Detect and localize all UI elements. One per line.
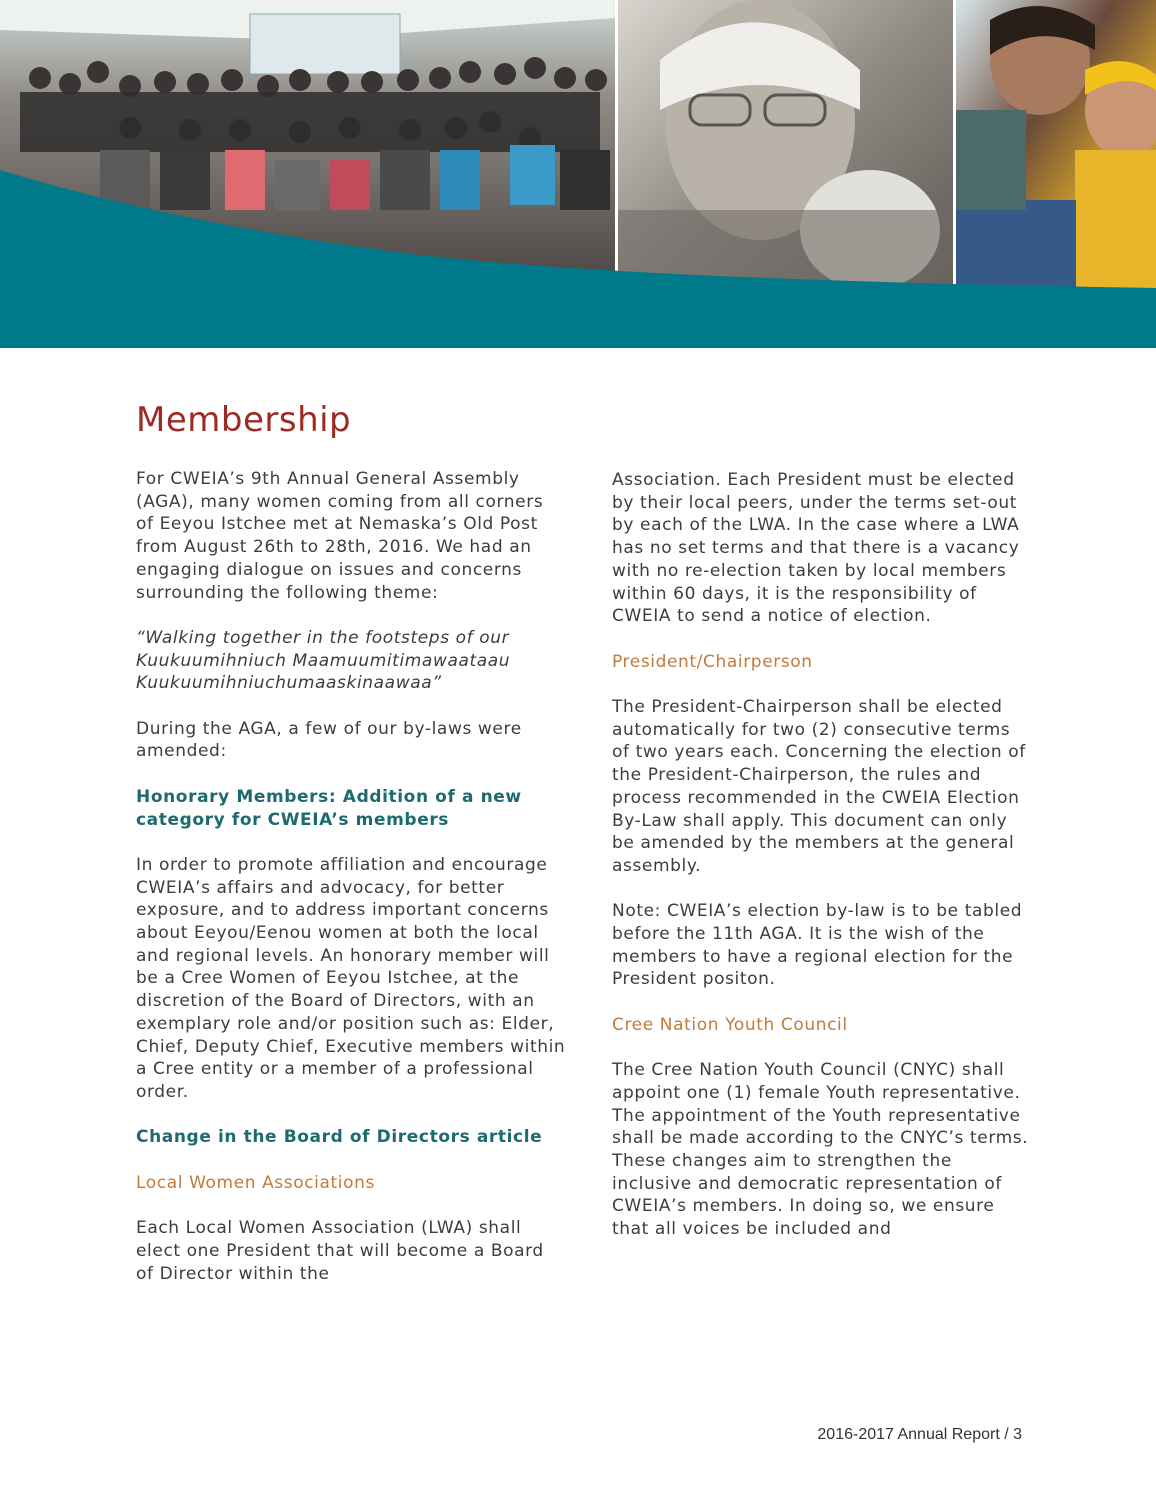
president-chairperson-heading: President/Chairperson bbox=[612, 651, 813, 672]
amended-paragraph: During the AGA, a few of our by-laws were amended: bbox=[136, 718, 522, 762]
youth-council-heading: Cree Nation Youth Council bbox=[612, 1014, 848, 1035]
header-photos bbox=[0, 0, 1156, 348]
right-column bbox=[612, 469, 1032, 1241]
honorary-members-paragraph: In order to promote affiliation and encourage CWEIA’s affairs and advocacy, for better exposure, and to address important concerns about Eeyou/Eenou women at both the local and regional levels. An honorary member will be a Cree Women of Eeyou Istchee, at the discretion of the Board of Directors, with an exemplary role and/or position such as: Elder, Chief, Deputy Chief, Executive members within a Cree entity or a member of a professional order. bbox=[136, 854, 566, 1102]
note-paragraph: Note: CWEIA’s election by-law is to be tabled before the 11th AGA. It is the wish of the members to have a regional election for the President positon. bbox=[612, 901, 1023, 990]
board-of-directors-heading: Change in the Board of Directors article bbox=[136, 1127, 543, 1148]
page-footer: 2016-2017 Annual Report / 3 bbox=[817, 1426, 1022, 1443]
changes-paragraph: These changes aim to strengthen the inclusive and democratic representation of CWEIA’s members. In doing so, we ensure that all voices be included and bbox=[612, 1151, 1003, 1240]
mother-child-icon bbox=[956, 0, 1156, 290]
elder-portrait-icon bbox=[618, 0, 954, 290]
youth-council-paragraph: The Cree Nation Youth Council (CNYC) shall appoint one (1) female Youth representative. The appointment of the Youth representative shall be made according to the CNYC’s terms. bbox=[612, 1060, 1029, 1149]
honorary-members-heading: Honorary Members: Addition of a new category for CWEIA’s members bbox=[136, 786, 522, 830]
theme-quote: “Walking together in the footsteps of our Kuukuumihniuch Maamuumitimawaataau Kuukuumihniuchumaaskinaawaa” bbox=[136, 627, 511, 694]
president-chairperson-paragraph: The President-Chairperson shall be elected automatically for two (2) consecutive terms of two years each. Concerning the election of the President-Chairperson, the rules and process recommended in the CWEIA Election By-Law shall apply. This document can only be amended by the members at the general assembly. bbox=[612, 697, 1026, 876]
page-title: Membership bbox=[136, 400, 352, 440]
header-banner bbox=[0, 0, 1156, 348]
lwa-paragraph: Each Local Women Association (LWA) shall elect one President that will become a Board of Director within the bbox=[136, 1218, 544, 1284]
intro-paragraph: For CWEIA’s 9th Annual General Assembly (AGA), many women coming from all corners of Eeyou Istchee met at Nemaska’s Old Post from August 26th to 28th, 2016. We had an engaging dialogue on issues and concerns surrounding the following theme: bbox=[136, 469, 544, 603]
local-women-associations-heading: Local Women Associations bbox=[136, 1172, 375, 1193]
lwa-paragraph-continued: Association. Each President must be elected by their local peers, under the terms set-out by each of the LWA. In the case where a LWA has no set terms and that there is a vacancy with no re-election taken by local members within 60 days, it is the responsibility of CWEIA to send a notice of election. bbox=[612, 470, 1020, 627]
left-column bbox=[136, 468, 566, 1285]
